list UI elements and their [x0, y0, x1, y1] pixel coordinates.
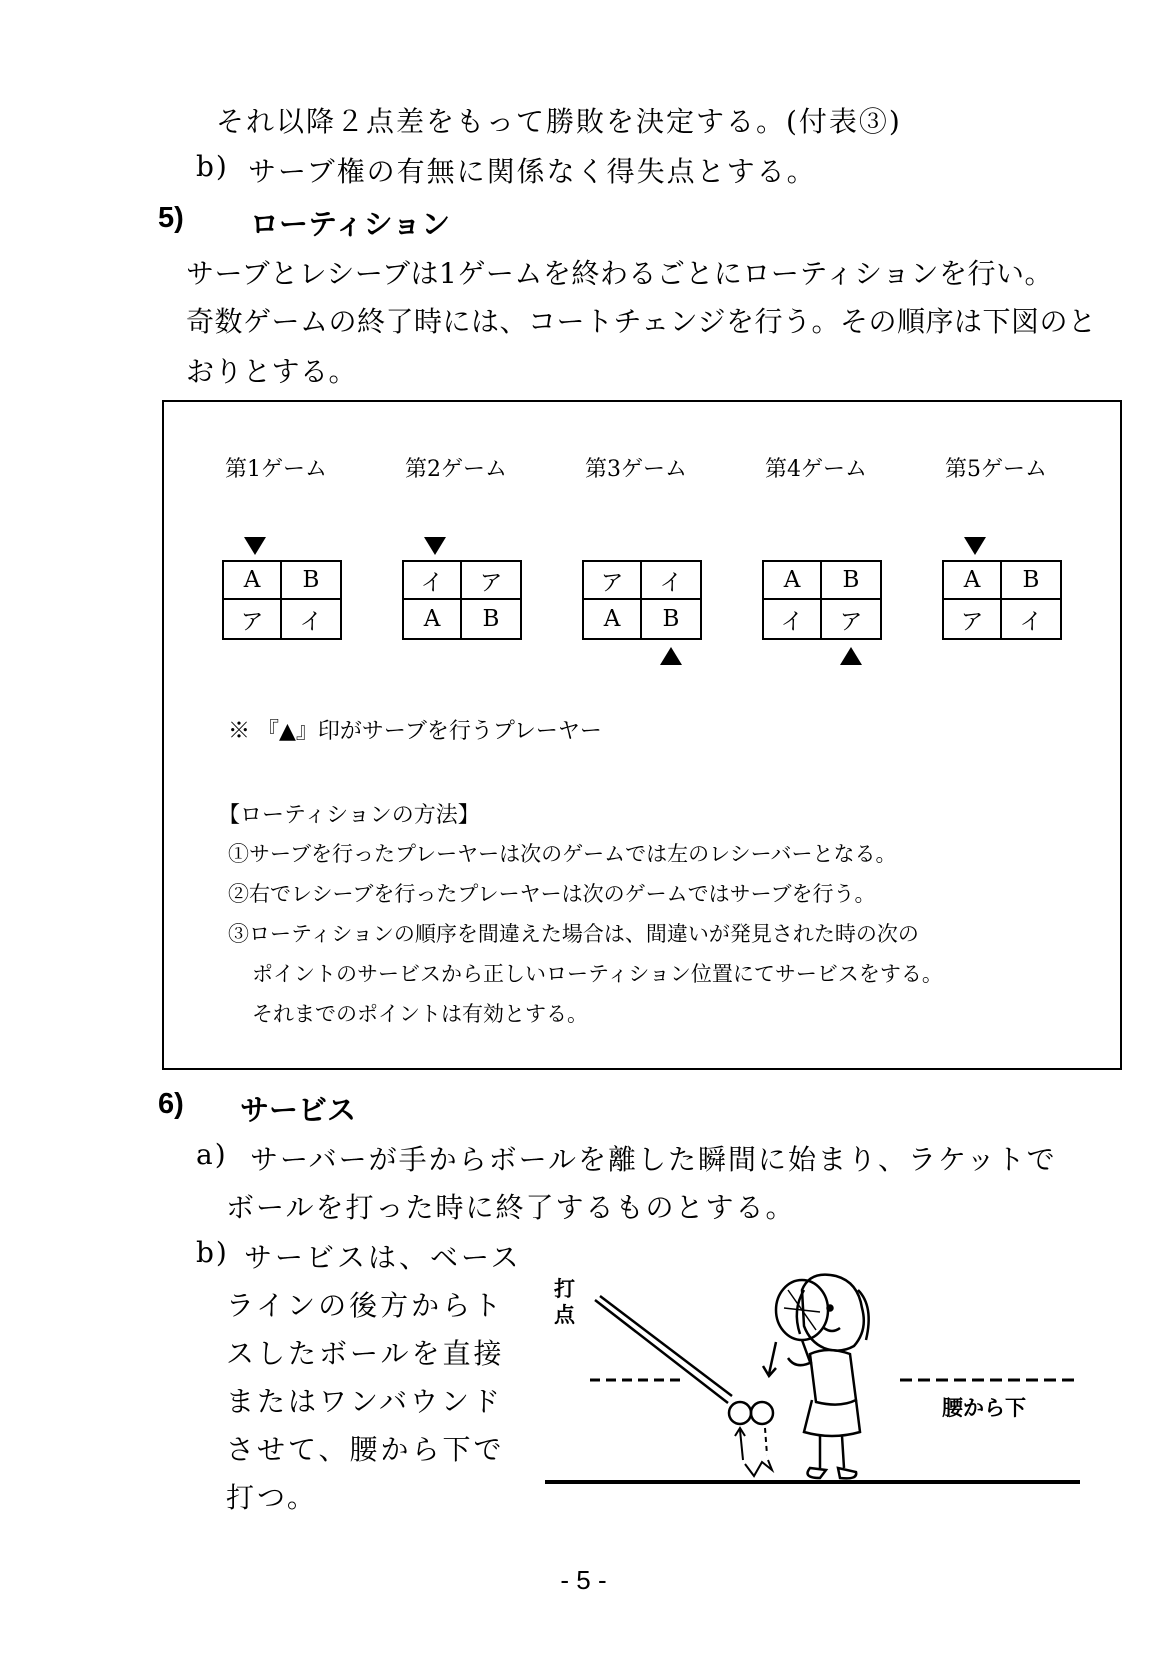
section6-b-line-4: またはワンバウンド — [226, 1385, 504, 1418]
court-cell: イ — [404, 562, 462, 600]
court-cell: イ — [299, 608, 323, 635]
court-cell: ア — [224, 600, 282, 638]
serve-marker-game-2 — [424, 537, 446, 555]
rotation-diagram-box — [162, 400, 1122, 1070]
court-cell: B — [1002, 562, 1060, 600]
method-title: 【ローティションの方法】 — [218, 803, 480, 828]
serve-note: ※ 『▲』印がサーブを行うプレーヤー — [228, 719, 602, 744]
court-cell: B — [822, 562, 880, 600]
court-cell: A — [584, 600, 642, 638]
game-label-2: 第2ゲーム — [405, 457, 507, 482]
serve-marker-game-4 — [840, 647, 862, 665]
court-cell: イ — [642, 562, 700, 600]
method-item-3: ③ローティションの順序を間違えた場合は、間違いが発見された時の次の — [228, 922, 919, 946]
section6-b-line-5: させて、腰から下で — [226, 1433, 505, 1466]
game-label-3: 第3ゲーム — [585, 457, 687, 482]
court-cell: B — [282, 562, 340, 600]
court-cell: A — [224, 562, 282, 600]
section5-line-1: サーブとレシーブは1ゲームを終わるごとにローティションを行い。 — [186, 257, 1054, 290]
court-cell: A — [404, 600, 462, 638]
ball-icon — [751, 1402, 773, 1424]
below-waist-label: 腰から下 — [942, 1396, 1026, 1420]
method-item-3-cont-2: それまでのポイントは有効とする。 — [252, 1002, 588, 1026]
game-label-4: 第4ゲーム — [765, 457, 867, 482]
court-grid-game-5 — [942, 560, 1062, 640]
section5-number: 5) — [158, 202, 184, 234]
court-cell: B — [662, 606, 680, 632]
serve-marker-game-1 — [244, 537, 266, 555]
section6-b-line-1: サービスは、ベース — [244, 1241, 522, 1274]
intro-b-text: サーブ権の有無に関係なく得失点とする。 — [248, 155, 817, 188]
intro-b-marker: b) — [196, 150, 229, 183]
court-cell: A — [944, 562, 1002, 600]
court-grid-game-1 — [222, 560, 342, 640]
method-item-1: ①サーブを行ったプレーヤーは次のゲームでは左のレシーバーとなる。 — [228, 842, 897, 866]
section6-a-text-1: サーバーが手からボールを離した瞬間に始まり、ラケットで — [250, 1143, 1057, 1176]
section6-b-line-3: スしたボールを直接 — [226, 1337, 505, 1370]
bounce-icon — [745, 1460, 772, 1476]
court-cell: イ — [1019, 608, 1043, 635]
hit-point-pointer — [595, 1300, 728, 1403]
court-cell: B — [482, 606, 500, 632]
court-cell: ア — [584, 562, 642, 600]
section6-b-marker: b) — [196, 1236, 229, 1269]
ball-icon — [729, 1402, 751, 1424]
intro-line: それ以降２点差をもって勝敗を決定する。(付表③) — [216, 105, 902, 138]
hit-point-label: 打 — [554, 1277, 575, 1301]
page-number: - 5 - — [560, 1565, 607, 1595]
game-label-1: 第1ゲーム — [225, 457, 327, 482]
section5-title: ローティション — [250, 207, 451, 241]
player-figure — [776, 1275, 869, 1479]
section6-number: 6) — [158, 1088, 184, 1120]
court-grid-game-4 — [762, 560, 882, 640]
section5-line-3: おりとする。 — [186, 355, 358, 388]
court-grid-game-2 — [402, 560, 522, 640]
court-cell: ア — [944, 600, 1002, 638]
section6-a-marker: a) — [196, 1138, 228, 1171]
section6-a-text-2: ボールを打った時に終了するものとする。 — [226, 1191, 796, 1224]
game-label-5: 第5ゲーム — [945, 457, 1047, 482]
method-item-2: ②右でレシーブを行ったプレーヤーは次のゲームではサーブを行う。 — [228, 882, 876, 906]
hit-point-label: 点 — [554, 1303, 575, 1327]
court-cell: A — [764, 562, 822, 600]
section6-b-line-2: ラインの後方からト — [226, 1289, 505, 1322]
court-cell: イ — [764, 600, 822, 638]
court-cell: ア — [462, 562, 520, 600]
court-cell: ア — [839, 608, 863, 635]
serve-marker-game-3 — [660, 647, 682, 665]
section5-line-2: 奇数ゲームの終了時には、コートチェンジを行う。その順序は下図のと — [186, 305, 1097, 338]
serve-marker-game-5 — [964, 537, 986, 555]
method-item-3-cont-1: ポイントのサービスから正しいローティション位置にてサービスをする。 — [252, 962, 943, 986]
serve-illustration — [540, 1250, 1100, 1515]
section6-b-line-6: 打つ。 — [226, 1481, 318, 1514]
court-grid-game-3 — [582, 560, 702, 640]
section6-title: サービス — [240, 1093, 357, 1127]
